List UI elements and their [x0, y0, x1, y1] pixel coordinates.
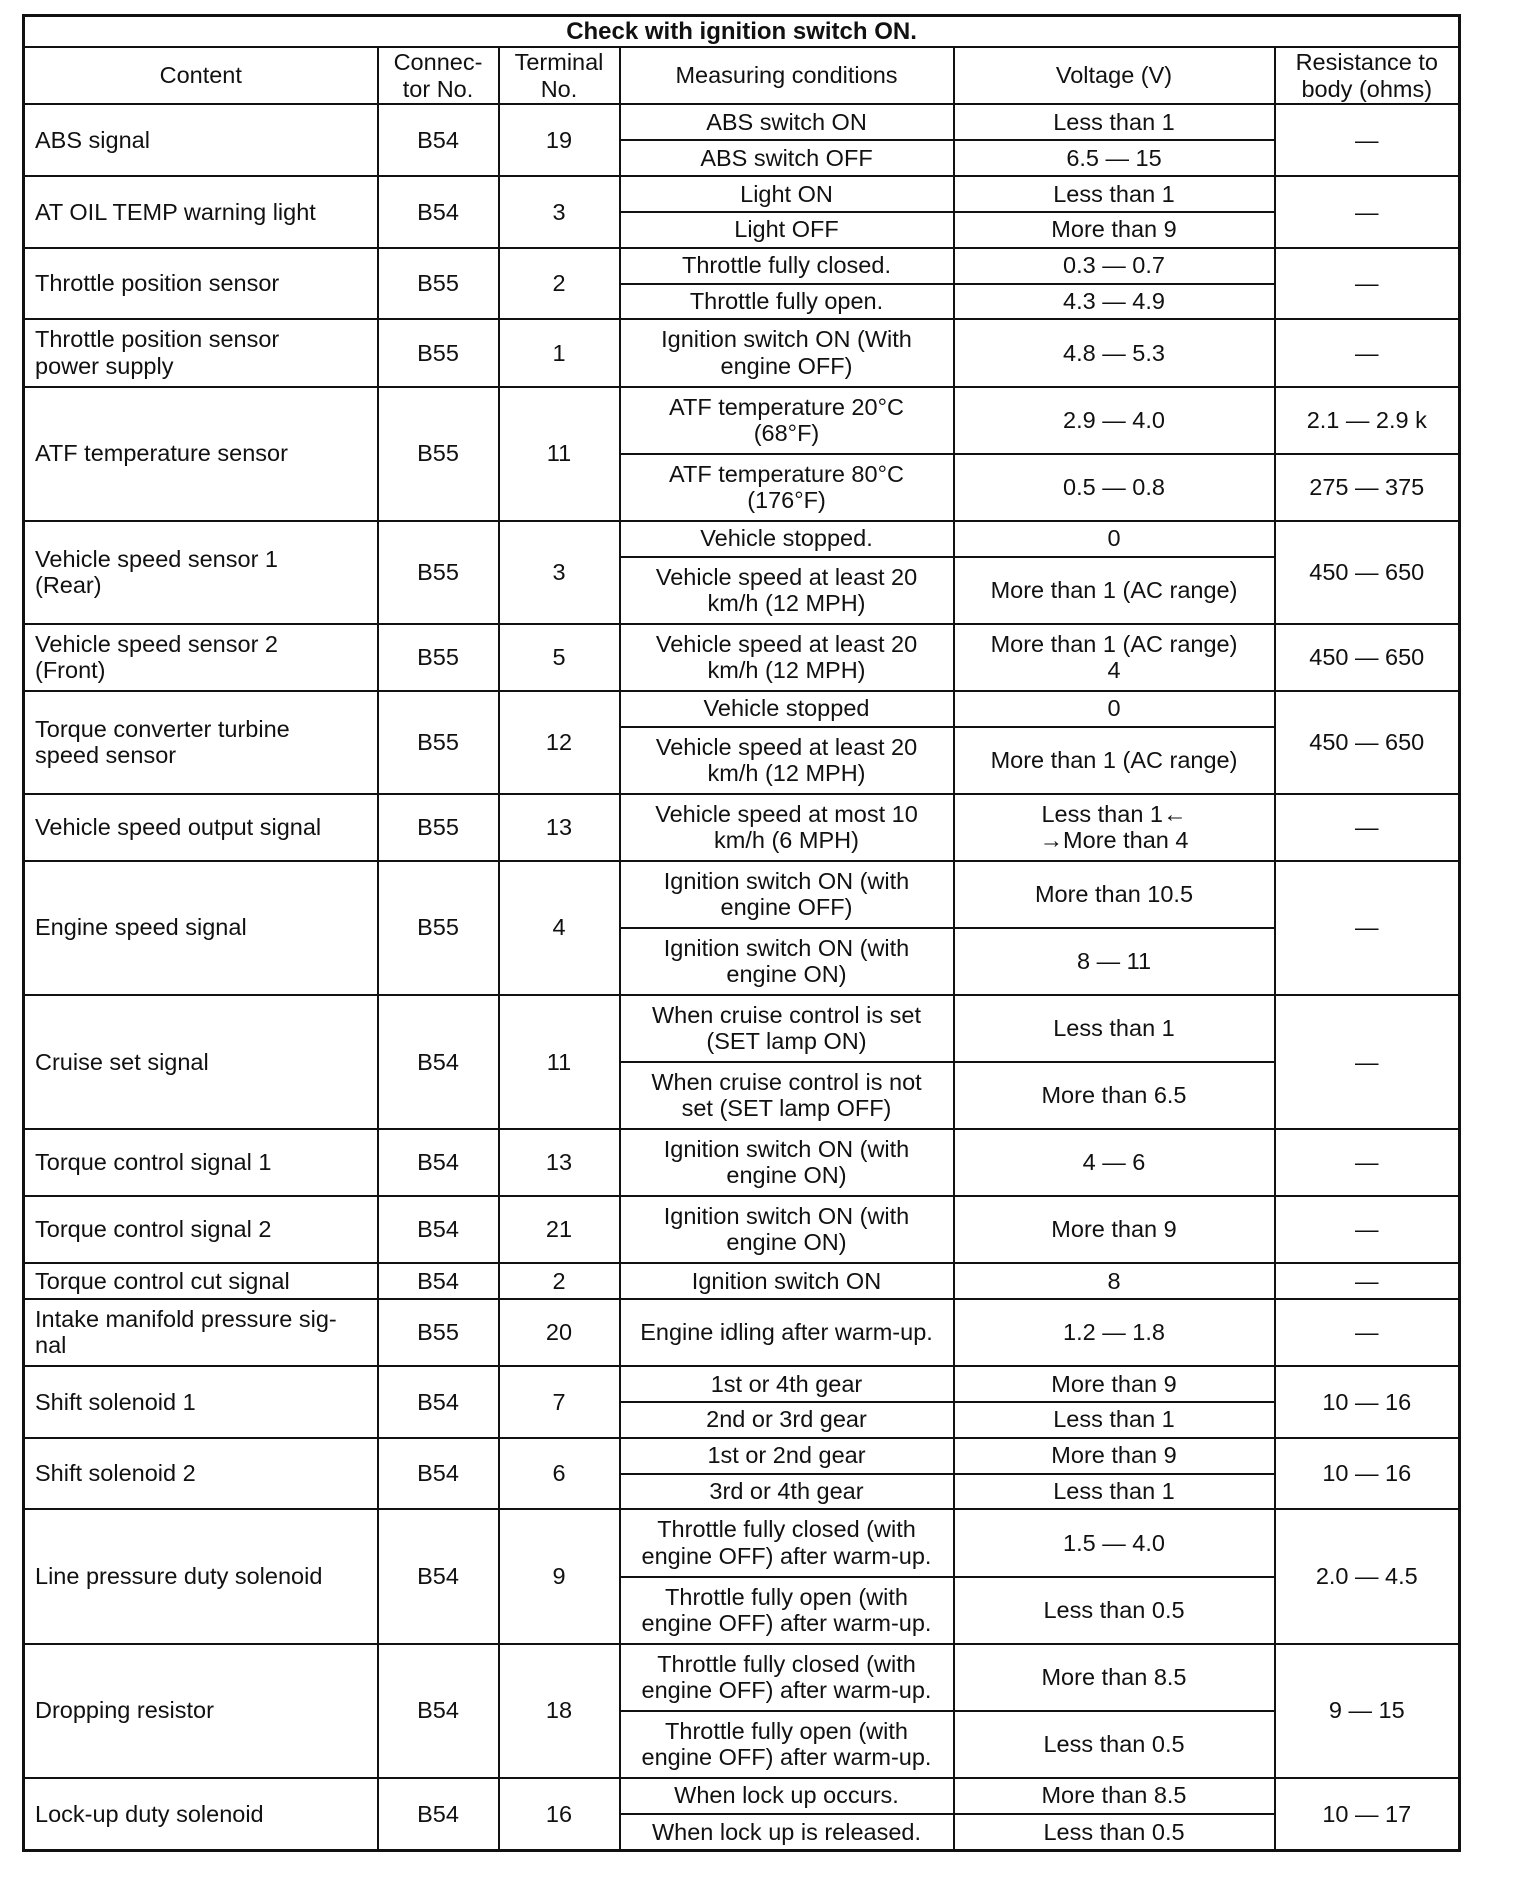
- measuring-condition: Throttle fully closed.: [620, 248, 954, 284]
- table-row: [24, 387, 1460, 454]
- table-row: [24, 319, 1460, 386]
- table-row: [24, 1509, 1460, 1576]
- item-content: ABS signal: [24, 104, 378, 176]
- voltage-value: Less than 1: [954, 104, 1275, 140]
- table-row: [24, 521, 1460, 557]
- item-content: Torque converter turbine speed sensor: [24, 691, 378, 794]
- measuring-condition: 1st or 4th gear: [620, 1366, 954, 1402]
- resistance-value: 450 — 650: [1275, 521, 1460, 624]
- voltage-value: Less than 0.5: [954, 1814, 1275, 1851]
- item-connector: B55: [378, 248, 499, 320]
- voltage-value: 0.5 — 0.8: [954, 454, 1275, 521]
- item-terminal: 6: [499, 1438, 620, 1510]
- item-connector: B55: [378, 861, 499, 995]
- item-terminal: 13: [499, 1129, 620, 1196]
- ignition-check-table: [22, 14, 1461, 1852]
- voltage-value: More than 9: [954, 1366, 1275, 1402]
- header-conditions: Measuring conditions: [620, 47, 954, 104]
- measuring-condition: Vehicle stopped: [620, 691, 954, 727]
- item-connector: B55: [378, 624, 499, 691]
- table-row: [24, 1778, 1460, 1814]
- table-row: [24, 624, 1460, 691]
- measuring-condition: When lock up occurs.: [620, 1778, 954, 1814]
- measuring-condition: Vehicle speed at least 20 km/h (12 MPH): [620, 727, 954, 794]
- measuring-condition: Vehicle speed at most 10 km/h (6 MPH): [620, 794, 954, 861]
- measuring-condition: Ignition switch ON (with engine OFF): [620, 861, 954, 928]
- table-row: [24, 861, 1460, 928]
- item-connector: B55: [378, 691, 499, 794]
- table-row: [24, 1263, 1460, 1299]
- spec-sheet: [22, 14, 1458, 1852]
- voltage-value: 0: [954, 691, 1275, 727]
- item-content: Intake manifold pressure sig- nal: [24, 1299, 378, 1366]
- table-row: [24, 1196, 1460, 1263]
- voltage-value: More than 6.5: [954, 1062, 1275, 1129]
- item-connector: B54: [378, 1509, 499, 1643]
- table-row: [24, 1129, 1460, 1196]
- resistance-value: —: [1275, 995, 1460, 1129]
- voltage-value: Less than 1: [954, 995, 1275, 1062]
- item-connector: B54: [378, 176, 499, 248]
- measuring-condition: ATF temperature 20°C (68°F): [620, 387, 954, 454]
- header-row: [24, 47, 1460, 104]
- voltage-value: 8: [954, 1263, 1275, 1299]
- voltage-value: 8 — 11: [954, 928, 1275, 995]
- resistance-value: —: [1275, 248, 1460, 320]
- table-row: [24, 1299, 1460, 1366]
- item-terminal: 5: [499, 624, 620, 691]
- item-terminal: 1: [499, 319, 620, 386]
- item-terminal: 3: [499, 521, 620, 624]
- voltage-value: More than 1 (AC range) 4: [954, 624, 1275, 691]
- resistance-value: —: [1275, 319, 1460, 386]
- item-terminal: 4: [499, 861, 620, 995]
- item-content: Throttle position sensor: [24, 248, 378, 320]
- voltage-value: More than 8.5: [954, 1644, 1275, 1711]
- voltage-value: More than 9: [954, 212, 1275, 248]
- resistance-value: 2.1 — 2.9 k: [1275, 387, 1460, 454]
- table-row: [24, 1438, 1460, 1474]
- item-content: Torque control signal 2: [24, 1196, 378, 1263]
- item-content: Lock-up duty solenoid: [24, 1778, 378, 1851]
- item-content: Vehicle speed sensor 2 (Front): [24, 624, 378, 691]
- item-terminal: 19: [499, 104, 620, 176]
- measuring-condition: 3rd or 4th gear: [620, 1474, 954, 1510]
- measuring-condition: Light ON: [620, 176, 954, 212]
- voltage-value: Less than 1: [954, 176, 1275, 212]
- item-connector: B55: [378, 387, 499, 521]
- voltage-value: 4.3 — 4.9: [954, 284, 1275, 320]
- item-terminal: 16: [499, 1778, 620, 1851]
- measuring-condition: ABS switch ON: [620, 104, 954, 140]
- header-content: Content: [24, 47, 378, 104]
- item-terminal: 11: [499, 995, 620, 1129]
- table-row: [24, 248, 1460, 284]
- resistance-value: 450 — 650: [1275, 691, 1460, 794]
- resistance-value: 10 — 16: [1275, 1366, 1460, 1438]
- measuring-condition: Vehicle speed at least 20 km/h (12 MPH): [620, 624, 954, 691]
- item-terminal: 18: [499, 1644, 620, 1778]
- table-row: [24, 176, 1460, 212]
- voltage-value: 1.2 — 1.8: [954, 1299, 1275, 1366]
- item-connector: B54: [378, 995, 499, 1129]
- voltage-value: More than 10.5: [954, 861, 1275, 928]
- resistance-value: —: [1275, 1196, 1460, 1263]
- voltage-value: 4.8 — 5.3: [954, 319, 1275, 386]
- item-content: Line pressure duty solenoid: [24, 1509, 378, 1643]
- voltage-value: 0: [954, 521, 1275, 557]
- voltage-value: More than 8.5: [954, 1778, 1275, 1814]
- voltage-value: 0.3 — 0.7: [954, 248, 1275, 284]
- table-row: [24, 995, 1460, 1062]
- item-content: AT OIL TEMP warning light: [24, 176, 378, 248]
- item-terminal: 13: [499, 794, 620, 861]
- item-connector: B55: [378, 1299, 499, 1366]
- measuring-condition: When cruise control is set (SET lamp ON): [620, 995, 954, 1062]
- measuring-condition: Ignition switch ON (with engine ON): [620, 1196, 954, 1263]
- header-connector: Connec- tor No.: [378, 47, 499, 104]
- header-voltage: Voltage (V): [954, 47, 1275, 104]
- table-row: [24, 691, 1460, 727]
- measuring-condition: Ignition switch ON (with engine ON): [620, 928, 954, 995]
- item-terminal: 7: [499, 1366, 620, 1438]
- voltage-value: Less than 1← →More than 4: [954, 794, 1275, 861]
- item-content: Shift solenoid 2: [24, 1438, 378, 1510]
- resistance-value: —: [1275, 1263, 1460, 1299]
- resistance-value: 9 — 15: [1275, 1644, 1460, 1778]
- item-connector: B55: [378, 794, 499, 861]
- item-content: ATF temperature sensor: [24, 387, 378, 521]
- voltage-value: 2.9 — 4.0: [954, 387, 1275, 454]
- item-connector: B54: [378, 1129, 499, 1196]
- measuring-condition: Ignition switch ON (With engine OFF): [620, 319, 954, 386]
- resistance-value: 10 — 17: [1275, 1778, 1460, 1851]
- measuring-condition: Throttle fully closed (with engine OFF) after warm-up.: [620, 1509, 954, 1576]
- item-connector: B54: [378, 104, 499, 176]
- resistance-value: 10 — 16: [1275, 1438, 1460, 1510]
- resistance-value: —: [1275, 176, 1460, 248]
- resistance-value: —: [1275, 1129, 1460, 1196]
- measuring-condition: When lock up is released.: [620, 1814, 954, 1851]
- measuring-condition: Throttle fully open (with engine OFF) after warm-up.: [620, 1577, 954, 1644]
- resistance-value: 450 — 650: [1275, 624, 1460, 691]
- item-content: Vehicle speed sensor 1 (Rear): [24, 521, 378, 624]
- item-content: Shift solenoid 1: [24, 1366, 378, 1438]
- item-content: Cruise set signal: [24, 995, 378, 1129]
- voltage-value: More than 9: [954, 1438, 1275, 1474]
- item-terminal: 3: [499, 176, 620, 248]
- measuring-condition: Light OFF: [620, 212, 954, 248]
- measuring-condition: Ignition switch ON (with engine ON): [620, 1129, 954, 1196]
- measuring-condition: Vehicle stopped.: [620, 521, 954, 557]
- measuring-condition: 2nd or 3rd gear: [620, 1402, 954, 1438]
- resistance-value: —: [1275, 861, 1460, 995]
- table-body: [24, 104, 1460, 1850]
- item-connector: B54: [378, 1644, 499, 1778]
- item-terminal: 2: [499, 248, 620, 320]
- item-terminal: 12: [499, 691, 620, 794]
- item-terminal: 21: [499, 1196, 620, 1263]
- resistance-value: —: [1275, 1299, 1460, 1366]
- table-row: [24, 104, 1460, 140]
- measuring-condition: ABS switch OFF: [620, 140, 954, 176]
- measuring-condition: Engine idling after warm-up.: [620, 1299, 954, 1366]
- resistance-value: 2.0 — 4.5: [1275, 1509, 1460, 1643]
- table-row: [24, 794, 1460, 861]
- header-terminal: Terminal No.: [499, 47, 620, 104]
- table-caption: Check with ignition switch ON.: [24, 16, 1460, 48]
- item-content: Torque control cut signal: [24, 1263, 378, 1299]
- measuring-condition: When cruise control is not set (SET lamp OFF): [620, 1062, 954, 1129]
- measuring-condition: Throttle fully open.: [620, 284, 954, 320]
- item-content: Engine speed signal: [24, 861, 378, 995]
- item-connector: B54: [378, 1196, 499, 1263]
- item-content: Torque control signal 1: [24, 1129, 378, 1196]
- resistance-value: —: [1275, 104, 1460, 176]
- voltage-value: Less than 1: [954, 1402, 1275, 1438]
- voltage-value: 4 — 6: [954, 1129, 1275, 1196]
- measuring-condition: 1st or 2nd gear: [620, 1438, 954, 1474]
- item-terminal: 20: [499, 1299, 620, 1366]
- measuring-condition: Throttle fully open (with engine OFF) after warm-up.: [620, 1711, 954, 1778]
- voltage-value: More than 1 (AC range): [954, 727, 1275, 794]
- voltage-value: More than 9: [954, 1196, 1275, 1263]
- table-row: [24, 1644, 1460, 1711]
- item-terminal: 11: [499, 387, 620, 521]
- item-content: Throttle position sensor power supply: [24, 319, 378, 386]
- measuring-condition: Ignition switch ON: [620, 1263, 954, 1299]
- voltage-value: 1.5 — 4.0: [954, 1509, 1275, 1576]
- voltage-value: 6.5 — 15: [954, 140, 1275, 176]
- header-resistance: Resistance to body (ohms): [1275, 47, 1460, 104]
- item-terminal: 2: [499, 1263, 620, 1299]
- item-connector: B54: [378, 1438, 499, 1510]
- voltage-value: Less than 0.5: [954, 1711, 1275, 1778]
- measuring-condition: ATF temperature 80°C (176°F): [620, 454, 954, 521]
- measuring-condition: Throttle fully closed (with engine OFF) after warm-up.: [620, 1644, 954, 1711]
- table-row: [24, 1366, 1460, 1402]
- resistance-value: 275 — 375: [1275, 454, 1460, 521]
- item-connector: B55: [378, 319, 499, 386]
- voltage-value: More than 1 (AC range): [954, 557, 1275, 624]
- resistance-value: —: [1275, 794, 1460, 861]
- item-connector: B54: [378, 1263, 499, 1299]
- item-connector: B54: [378, 1366, 499, 1438]
- item-content: Vehicle speed output signal: [24, 794, 378, 861]
- item-connector: B54: [378, 1778, 499, 1851]
- item-connector: B55: [378, 521, 499, 624]
- item-terminal: 9: [499, 1509, 620, 1643]
- item-content: Dropping resistor: [24, 1644, 378, 1778]
- measuring-condition: Vehicle speed at least 20 km/h (12 MPH): [620, 557, 954, 624]
- caption-row: [24, 16, 1460, 48]
- voltage-value: Less than 1: [954, 1474, 1275, 1510]
- voltage-value: Less than 0.5: [954, 1577, 1275, 1644]
